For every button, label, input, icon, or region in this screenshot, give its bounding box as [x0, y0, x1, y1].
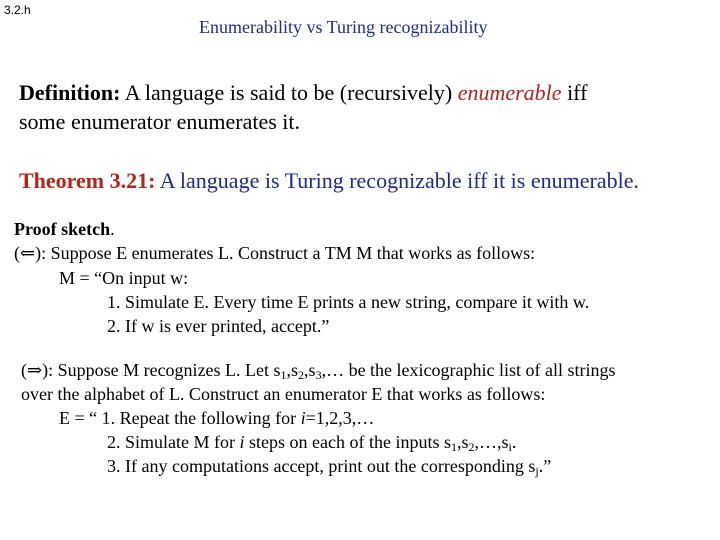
subscript-1: 1 [280, 368, 287, 382]
slide-title: Enumerability vs Turing recognizability [199, 17, 488, 37]
definition-iff: iff [561, 80, 588, 105]
forward-text-b: ,… be the lexicographic list of all strings [321, 360, 616, 380]
e-step2-sub-i: i [508, 440, 512, 454]
forward-direction-line-1 [21, 360, 616, 381]
e-step2-b: steps on each of the inputs s [244, 432, 451, 452]
e-step3-sub-j: j [535, 464, 539, 478]
definition-text: A language is said to be (recursively) [120, 80, 458, 105]
e-def-i: i [300, 408, 306, 428]
reverse-text: : Suppose E enumerates L. Construct a TM M that works as follows: [41, 243, 536, 263]
sep-1: ,s [286, 360, 299, 380]
e-step2-sub-1: 1 [450, 440, 457, 454]
definition-label: Definition: [19, 80, 121, 105]
theorem-statement [19, 168, 639, 194]
e-def-a: E = “ 1. Repeat the following for [59, 408, 301, 428]
proof-heading-period: . [110, 219, 115, 239]
e-step3-a: 3. If any computations accept, print out the corresponding s [107, 456, 536, 476]
enumerator-definition [59, 408, 374, 429]
e-step2-end: . [511, 432, 517, 452]
theorem-label: Theorem 3.21: [19, 168, 156, 193]
enumerator-step-2 [107, 432, 516, 453]
enumerator-step-3 [107, 456, 551, 477]
e-step2-i: i [239, 432, 245, 452]
right-arrow-icon: (⇒) [21, 360, 49, 380]
slide-number: 3.2.h [4, 3, 31, 17]
forward-direction-line-2: over the alphabet of L. Construct an enumerator E that works as follows: [21, 384, 546, 404]
definition-line-1 [19, 80, 587, 106]
proof-heading-text: Proof sketch [14, 219, 111, 239]
subscript-3: 3 [315, 368, 322, 382]
subscript-2: 2 [298, 368, 305, 382]
e-def-b: =1,2,3,… [305, 408, 375, 428]
theorem-text: A language is Turing recognizable iff it is enumerable. [155, 168, 639, 193]
e-step2-sep-2: ,…,s [474, 432, 509, 452]
proof-heading [14, 219, 115, 240]
forward-text-a: : Suppose M recognizes L. Let s [48, 360, 281, 380]
e-step2-a: 2. Simulate M for [107, 432, 240, 452]
definition-line-2: some enumerator enumerates it. [19, 109, 301, 134]
e-step2-sep-1: ,s [456, 432, 469, 452]
e-step2-sub-2: 2 [468, 440, 475, 454]
tm-definition: M = “On input w: [59, 268, 189, 288]
definition-term: enumerable [457, 80, 562, 105]
left-arrow-icon: (⇐) [14, 243, 42, 263]
e-step3-end: .” [538, 456, 552, 476]
tm-step-1: 1. Simulate E. Every time E prints a new string, compare it with w. [107, 292, 590, 312]
sep-2: ,s [304, 360, 316, 380]
reverse-direction-line [14, 243, 535, 264]
tm-step-2: 2. If w is ever printed, accept.” [107, 316, 330, 336]
